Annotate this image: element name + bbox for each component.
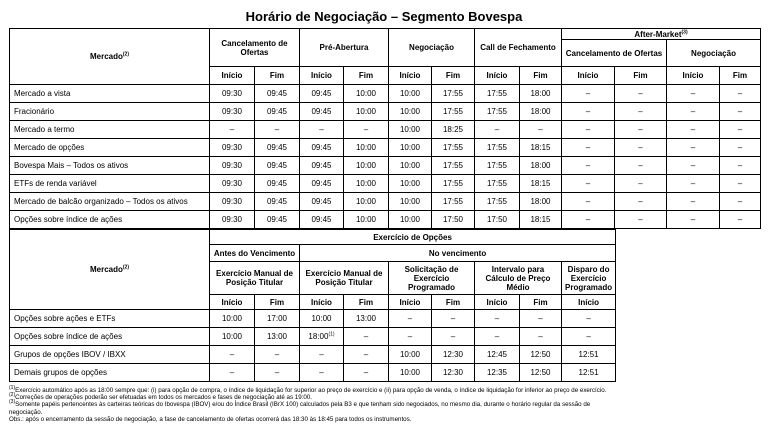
time-cell: 09:45 [300, 175, 344, 193]
time-cell: – [615, 157, 667, 175]
time-cell: 10:00 [344, 193, 389, 211]
table-row [10, 346, 616, 364]
time-cell: – [432, 310, 475, 328]
time-cell: 18:00 [520, 193, 562, 211]
time-cell: 18:25 [432, 121, 475, 139]
time-cell: – [667, 139, 720, 157]
time-cell: – [562, 175, 615, 193]
table-row [10, 193, 761, 211]
time-cell: – [562, 121, 615, 139]
time-cell: – [720, 175, 761, 193]
time-cell: – [562, 211, 615, 229]
time-cell: – [520, 121, 562, 139]
time-cell: 17:55 [475, 139, 520, 157]
time-cell: 09:45 [300, 139, 344, 157]
time-cell: 13:00 [255, 328, 300, 346]
end-label: Fim [432, 67, 475, 85]
cancel-orders-header: Cancelamento de Ofertas [210, 29, 300, 67]
time-cell: 09:30 [210, 175, 255, 193]
time-cell: – [720, 157, 761, 175]
time-cell: – [300, 364, 344, 382]
time-cell: 17:55 [475, 103, 520, 121]
time-cell: – [389, 310, 432, 328]
market-name: ETFs de renda variável [10, 175, 210, 193]
market-name: Opções sobre ações e ETFs [10, 310, 210, 328]
time-cell: 10:00 [344, 175, 389, 193]
time-cell: – [210, 364, 255, 382]
time-cell: 12:50 [520, 364, 562, 382]
scheduled-exercise-header: Solicitação de Exercício Programado [389, 262, 475, 295]
time-cell: 09:30 [210, 139, 255, 157]
end-label: Fim [344, 67, 389, 85]
time-cell: 17:50 [475, 211, 520, 229]
time-cell: – [255, 364, 300, 382]
time-cell: 10:00 [344, 85, 389, 103]
time-cell: 18:00 [520, 85, 562, 103]
time-cell: 09:45 [255, 139, 300, 157]
table-row [10, 328, 616, 346]
time-cell: 09:45 [255, 211, 300, 229]
time-cell: – [300, 346, 344, 364]
start-label: Início [475, 67, 520, 85]
time-cell: 18:00 [520, 103, 562, 121]
time-cell: – [720, 103, 761, 121]
time-cell: 09:45 [255, 85, 300, 103]
market-name: Demais grupos de opções [10, 364, 210, 382]
time-cell: 10:00 [344, 139, 389, 157]
time-cell: – [344, 121, 389, 139]
end-label: Fim [520, 295, 562, 310]
time-cell: – [720, 211, 761, 229]
time-cell: 09:45 [300, 85, 344, 103]
end-label: Fim [432, 295, 475, 310]
time-cell: 17:55 [432, 175, 475, 193]
table-row [10, 175, 761, 193]
time-cell: – [615, 103, 667, 121]
start-label: Início [389, 67, 432, 85]
table-row [10, 121, 761, 139]
time-cell: – [562, 310, 616, 328]
time-cell: 09:45 [255, 157, 300, 175]
time-cell: – [667, 157, 720, 175]
time-cell: – [344, 346, 389, 364]
time-cell: 13:00 [344, 310, 389, 328]
footnote: $^{(2)}$Correções de operações poderão ser efetuadas em todos os mercados e fases de negociação até as 19:00. [9, 392, 312, 402]
time-cell: 10:00 [389, 346, 432, 364]
table-row [10, 85, 761, 103]
page-title: Horário de Negociação – Segmento Bovespa [245, 9, 523, 24]
pre-opening-header: Pré-Abertura [300, 29, 389, 67]
time-cell: 09:45 [300, 157, 344, 175]
time-cell: – [562, 157, 615, 175]
time-cell: 12:51 [562, 364, 616, 382]
time-cell: 17:55 [475, 175, 520, 193]
time-cell: 09:45 [255, 103, 300, 121]
time-cell: – [615, 121, 667, 139]
time-cell: 09:30 [210, 193, 255, 211]
time-cell: – [615, 193, 667, 211]
time-cell: – [667, 121, 720, 139]
manual-exercise-before-header: Exercício Manual de Posição Titular [210, 262, 300, 295]
time-cell: 17:55 [432, 139, 475, 157]
time-cell: – [210, 346, 255, 364]
time-cell: 18:00 [520, 157, 562, 175]
time-cell: – [720, 85, 761, 103]
closing-call-header: Call de Fechamento [475, 29, 562, 67]
time-cell: 09:30 [210, 103, 255, 121]
time-cell: 09:30 [210, 85, 255, 103]
end-label: Fim [615, 67, 667, 85]
time-cell: 10:00 [210, 310, 255, 328]
market-name: Opções sobre índice de ações [10, 328, 210, 346]
market-name: Fracionário [10, 103, 210, 121]
trading-hours-table [9, 28, 761, 229]
time-cell: 10:00 [344, 103, 389, 121]
end-label: Fim [720, 67, 761, 85]
time-cell: – [720, 193, 761, 211]
time-cell: 10:00 [389, 121, 432, 139]
end-label: Fim [255, 295, 300, 310]
after-market-header: After-Market$^{(3)}$ [562, 29, 761, 40]
time-cell: – [562, 103, 615, 121]
time-cell: – [562, 85, 615, 103]
time-cell: 09:30 [210, 157, 255, 175]
time-cell: – [562, 328, 616, 346]
time-cell: – [255, 346, 300, 364]
table-row [10, 364, 616, 382]
time-cell: 17:55 [432, 103, 475, 121]
time-cell: 17:55 [432, 85, 475, 103]
market-header: Mercado$^{(2)}$ [10, 29, 210, 85]
time-cell: 18:15 [520, 175, 562, 193]
end-label: Fim [520, 67, 562, 85]
time-cell: 17:55 [475, 193, 520, 211]
time-cell: 09:30 [210, 211, 255, 229]
time-cell: – [615, 211, 667, 229]
time-cell: 10:00 [389, 211, 432, 229]
after-market-trading-header: Negociação [667, 40, 761, 67]
time-cell: – [615, 85, 667, 103]
time-cell: – [615, 139, 667, 157]
market-name: Bovespa Mais – Todos os ativos [10, 157, 210, 175]
time-cell: – [475, 310, 520, 328]
time-cell: 09:45 [300, 103, 344, 121]
time-cell: – [520, 328, 562, 346]
time-cell: – [475, 121, 520, 139]
time-cell: 10:00 [389, 139, 432, 157]
start-label: Início [300, 295, 344, 310]
time-cell: 17:55 [432, 193, 475, 211]
start-label: Início [210, 295, 255, 310]
start-label: Início [562, 295, 616, 310]
time-cell: 10:00 [389, 103, 432, 121]
time-cell: 10:00 [210, 328, 255, 346]
time-cell: – [344, 364, 389, 382]
market-name: Grupos de opções IBOV / IBXX [10, 346, 210, 364]
time-cell: 18:15 [520, 211, 562, 229]
time-cell: 18:00$^{(1)}$ [300, 328, 344, 346]
time-cell: 10:00 [344, 211, 389, 229]
footnotes [9, 384, 764, 423]
table-row [10, 139, 761, 157]
time-cell: 10:00 [389, 85, 432, 103]
table-row [10, 103, 761, 121]
time-cell: 10:00 [389, 193, 432, 211]
time-cell: 17:00 [255, 310, 300, 328]
market-name: Mercado a vista [10, 85, 210, 103]
before-expiry-header: Antes do Vencimento [210, 245, 300, 262]
time-cell: – [210, 121, 255, 139]
time-cell: 12:45 [475, 346, 520, 364]
end-label: Fim [344, 295, 389, 310]
market-name: Mercado de opções [10, 139, 210, 157]
time-cell: 09:45 [255, 175, 300, 193]
table-row [10, 310, 616, 328]
time-cell: – [475, 328, 520, 346]
footnote: $^{(1)}$Exercício automático após as 18:00 sempre que: (i) para opção de compra, o índice de liquidação for superior ao preço de exercício e (ii) para opção de venda, o índice de liquidação for inferior ao preço de exercício. [9, 384, 607, 394]
time-cell: – [562, 193, 615, 211]
footnote: Obs.: após o encerramento da sessão de negociação, a fase de cancelamento de ofertas ocorrerá das 18:30 às 18:45 para todos os instrumentos. [9, 415, 412, 423]
time-cell: 12:50 [520, 346, 562, 364]
time-cell: 17:55 [475, 157, 520, 175]
time-cell: – [562, 139, 615, 157]
time-cell: – [667, 193, 720, 211]
start-label: Início [562, 67, 615, 85]
time-cell: – [389, 328, 432, 346]
time-cell: – [255, 121, 300, 139]
end-label: Fim [255, 67, 300, 85]
start-label: Início [389, 295, 432, 310]
start-label: Início [667, 67, 720, 85]
market-name: Mercado de balcão organizado – Todos os ativos [10, 193, 210, 211]
market-name: Opções sobre índice de ações [10, 211, 210, 229]
on-expiry-header: No vencimento [300, 245, 616, 262]
time-cell: 17:50 [432, 211, 475, 229]
time-cell: – [432, 328, 475, 346]
time-cell: 10:00 [389, 157, 432, 175]
time-cell: – [667, 103, 720, 121]
time-cell: 18:15 [520, 139, 562, 157]
time-cell: 12:51 [562, 346, 616, 364]
time-cell: 09:45 [300, 193, 344, 211]
table-row [10, 157, 761, 175]
time-cell: 12:35 [475, 364, 520, 382]
manual-exercise-expiry-header: Exercício Manual de Posição Titular [300, 262, 389, 295]
time-cell: 17:55 [432, 157, 475, 175]
start-label: Início [475, 295, 520, 310]
time-cell: 10:00 [300, 310, 344, 328]
time-cell: – [720, 121, 761, 139]
market-header: Mercado$^{(2)}$ [10, 230, 210, 310]
time-cell: 10:00 [389, 364, 432, 382]
scheduled-trigger-header: Disparo do Exercício Programado [562, 262, 616, 295]
time-cell: – [520, 310, 562, 328]
time-cell: – [300, 121, 344, 139]
time-cell: – [344, 328, 389, 346]
time-cell: – [667, 211, 720, 229]
time-cell: – [667, 85, 720, 103]
time-cell: 09:45 [300, 211, 344, 229]
table-row [10, 211, 761, 229]
time-cell: – [720, 139, 761, 157]
time-cell: – [615, 175, 667, 193]
time-cell: 10:00 [389, 175, 432, 193]
time-cell: 17:55 [475, 85, 520, 103]
time-cell: 12:30 [432, 346, 475, 364]
after-market-cancel-header: Cancelamento de Ofertas [562, 40, 667, 67]
start-label: Início [300, 67, 344, 85]
trading-header: Negociação [389, 29, 475, 67]
average-price-interval-header: Intervalo para Cálculo de Preço Médio [475, 262, 562, 295]
options-exercise-table [9, 229, 616, 382]
time-cell: – [667, 175, 720, 193]
start-label: Início [210, 67, 255, 85]
footnote: $^{(3)}$Somente papéis pertencentes às carteiras teóricas do Ibovespa (IBOV) e/ou do Índice Brasil (IBrX 100) calculados pela B3 e que tenham sido negociados, no mesmo dia, durante o horário regular da sessão de [9, 399, 591, 409]
time-cell: 12:30 [432, 364, 475, 382]
time-cell: 10:00 [344, 157, 389, 175]
options-exercise-header: Exercício de Opções [210, 230, 616, 245]
footnote: negociação. [9, 408, 43, 416]
market-name: Mercado a termo [10, 121, 210, 139]
time-cell: 09:45 [255, 193, 300, 211]
